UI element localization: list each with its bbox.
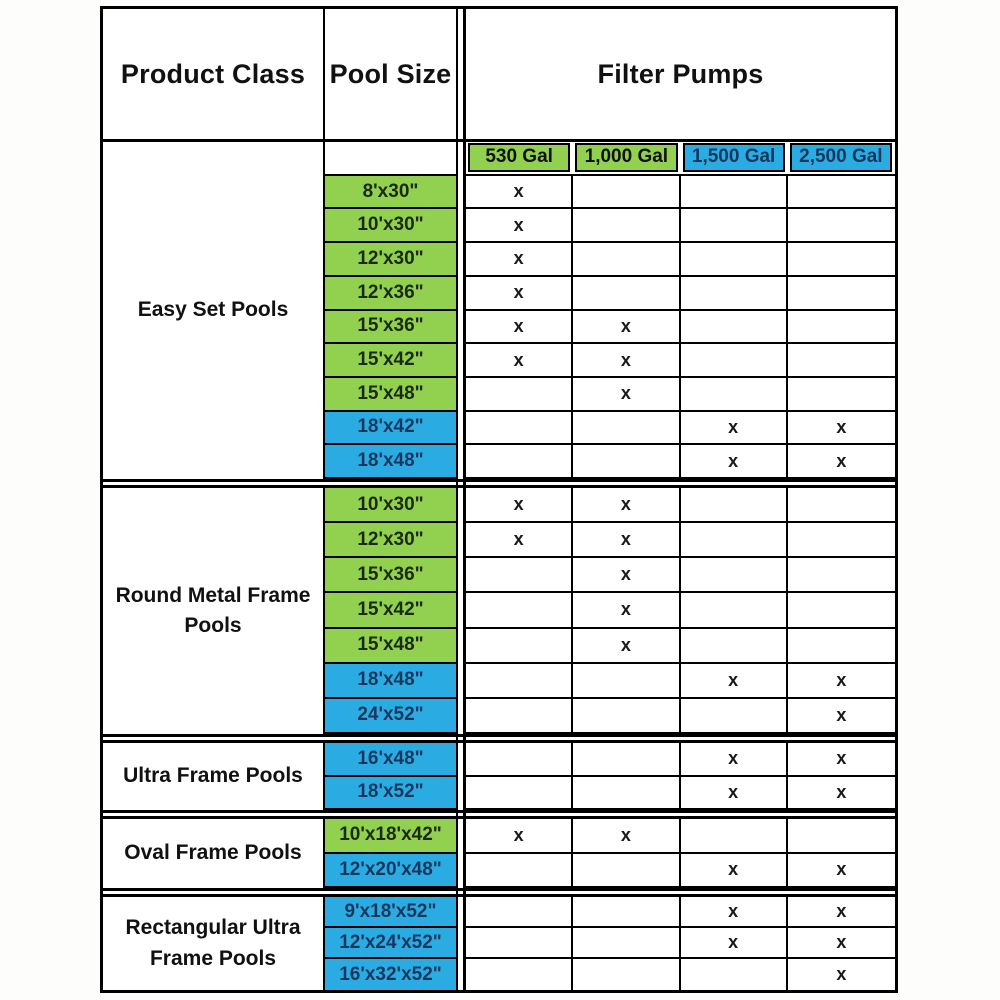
pool-size-cell: 18'x48" xyxy=(325,664,456,699)
product-section xyxy=(103,897,895,990)
pool-size-cell: 16'x48" xyxy=(325,743,456,777)
pump-compat-cell xyxy=(681,378,788,412)
pump-compat-cell xyxy=(573,209,680,243)
pump-compat-cell: x xyxy=(573,311,680,345)
header-pool-size: Pool Size xyxy=(329,58,452,89)
pump-compat-cell: x xyxy=(466,243,573,277)
pump-compat-cell xyxy=(466,743,573,777)
pump-compat-cell xyxy=(573,854,680,889)
column-divider xyxy=(456,897,466,990)
pump-compat-cell xyxy=(788,209,895,243)
pump-compat-cell xyxy=(573,445,680,479)
product-class-label: Easy Set Pools xyxy=(103,142,325,479)
pump-compat-cell xyxy=(681,699,788,734)
pump-compat-cell: x xyxy=(788,699,895,734)
pool-size-cell: 9'x18'x52" xyxy=(325,897,456,928)
pump-compat-cell: x xyxy=(466,176,573,210)
pump-compat-cell xyxy=(466,959,573,990)
column-divider xyxy=(456,743,466,810)
pump-compat-cell xyxy=(466,412,573,446)
section-divider xyxy=(103,479,895,488)
table-header-row xyxy=(103,9,895,142)
pool-size-cell: 12'x20'x48" xyxy=(325,854,456,889)
pump-compat-cell xyxy=(573,699,680,734)
pool-size-cell: 16'x32'x52" xyxy=(325,959,456,990)
pump-compat-cell xyxy=(788,311,895,345)
pool-size-cell: 10'x30" xyxy=(325,209,456,243)
pump-compat-cell: x xyxy=(573,558,680,593)
pump-compat-cell xyxy=(573,743,680,777)
section-divider xyxy=(103,810,895,819)
column-divider xyxy=(456,482,466,485)
pump-compat-cell xyxy=(466,777,573,811)
pump-compat-cell: x xyxy=(681,412,788,446)
pump-compat-cell xyxy=(788,277,895,311)
pump-compat-cell xyxy=(681,629,788,664)
pump-compat-cell xyxy=(681,176,788,210)
pump-size-header: 1,000 Gal xyxy=(575,143,677,172)
pump-compat-cell: x xyxy=(573,523,680,558)
pump-compat-cell: x xyxy=(681,777,788,811)
pump-compat-cell: x xyxy=(788,897,895,928)
pool-size-cell: 10'x18'x42" xyxy=(325,819,456,854)
pump-header-cell xyxy=(681,142,788,176)
column-divider xyxy=(456,819,466,888)
pump-compat-cell xyxy=(681,277,788,311)
pump-size-header: 1,500 Gal xyxy=(683,143,785,172)
pump-compat-cell xyxy=(681,488,788,523)
pump-compat-cell: x xyxy=(573,593,680,628)
pump-compat-cell: x xyxy=(788,664,895,699)
filter-pump-compatibility-table xyxy=(100,6,898,993)
product-class-label: Ultra Frame Pools xyxy=(103,743,325,810)
pool-size-cell: 10'x30" xyxy=(325,488,456,523)
pump-compat-cell xyxy=(681,593,788,628)
pump-compat-cell: x xyxy=(681,854,788,889)
pool-size-cell: 18'x42" xyxy=(325,412,456,446)
pump-compat-cell xyxy=(681,209,788,243)
pump-compat-cell xyxy=(573,412,680,446)
product-class-label: Rectangular Ultra Frame Pools xyxy=(103,897,325,990)
pump-compat-cell xyxy=(681,959,788,990)
pump-compat-cell xyxy=(681,311,788,345)
pump-compat-cell xyxy=(788,558,895,593)
pool-size-cell: 24'x52" xyxy=(325,699,456,734)
product-section xyxy=(103,142,895,479)
pool-size-cell: 15'x42" xyxy=(325,593,456,628)
pump-compat-cell: x xyxy=(466,277,573,311)
pump-compat-cell xyxy=(466,445,573,479)
pump-compat-cell xyxy=(681,558,788,593)
pump-compat-cell: x xyxy=(788,854,895,889)
product-section xyxy=(103,819,895,888)
pump-size-header: 530 Gal xyxy=(468,143,570,172)
pump-compat-cell: x xyxy=(681,928,788,959)
product-class-label: Oval Frame Pools xyxy=(103,819,325,888)
pump-compat-cell xyxy=(573,277,680,311)
pool-size-cell: 15'x48" xyxy=(325,629,456,664)
column-divider xyxy=(456,9,466,139)
pump-compat-cell xyxy=(788,243,895,277)
pump-compat-cell xyxy=(466,854,573,889)
pump-compat-cell: x xyxy=(788,412,895,446)
pump-compat-cell: x xyxy=(788,777,895,811)
pump-compat-cell: x xyxy=(681,445,788,479)
pump-compat-cell: x xyxy=(466,819,573,854)
pool-size-cell: 18'x48" xyxy=(325,445,456,479)
pool-size-cell: 12'x36" xyxy=(325,277,456,311)
column-divider xyxy=(456,142,466,479)
pump-compat-cell: x xyxy=(573,819,680,854)
pool-size-cell: 12'x24'x52" xyxy=(325,928,456,959)
pump-compat-cell: x xyxy=(466,209,573,243)
pump-compat-cell: x xyxy=(573,488,680,523)
pump-compat-cell xyxy=(788,176,895,210)
pump-compat-cell xyxy=(788,488,895,523)
pool-size-cell: 12'x30" xyxy=(325,523,456,558)
column-divider xyxy=(456,813,466,816)
section-divider xyxy=(103,888,895,897)
pump-compat-cell xyxy=(466,629,573,664)
pool-size-cell: 8'x30" xyxy=(325,176,456,210)
pool-size-cell: 18'x52" xyxy=(325,777,456,811)
pump-compat-cell xyxy=(466,928,573,959)
pump-compat-cell: x xyxy=(788,445,895,479)
pump-compat-cell xyxy=(573,243,680,277)
pump-compat-cell: x xyxy=(573,629,680,664)
pump-compat-cell: x xyxy=(466,523,573,558)
header-filter-pumps: Filter Pumps xyxy=(597,58,764,89)
pump-compat-cell xyxy=(788,629,895,664)
pump-compat-cell xyxy=(788,523,895,558)
product-class-label: Round Metal Frame Pools xyxy=(103,488,325,734)
pool-size-cell: 12'x30" xyxy=(325,243,456,277)
pump-compat-cell: x xyxy=(573,378,680,412)
pump-header-cell xyxy=(466,142,573,176)
pump-compat-cell: x xyxy=(788,959,895,990)
column-divider xyxy=(456,737,466,740)
pump-compat-cell xyxy=(788,344,895,378)
pump-compat-cell: x xyxy=(681,664,788,699)
pump-compat-cell xyxy=(573,959,680,990)
pump-compat-cell xyxy=(681,523,788,558)
product-section xyxy=(103,743,895,810)
pool-size-cell: 15'x36" xyxy=(325,311,456,345)
pump-compat-cell xyxy=(681,819,788,854)
pump-compat-cell: x xyxy=(466,311,573,345)
pool-size-cell: 15'x42" xyxy=(325,344,456,378)
column-divider xyxy=(456,488,466,734)
pump-compat-cell: x xyxy=(788,928,895,959)
header-product-class: Product Class xyxy=(103,9,325,139)
pump-compat-cell xyxy=(466,378,573,412)
pump-header-cell xyxy=(788,142,895,176)
pool-size-cell: 15'x48" xyxy=(325,378,456,412)
pump-compat-cell xyxy=(573,664,680,699)
pump-compat-cell xyxy=(573,928,680,959)
pump-compat-cell xyxy=(466,699,573,734)
pump-compat-cell xyxy=(466,664,573,699)
pump-compat-cell: x xyxy=(573,344,680,378)
pump-compat-cell: x xyxy=(466,488,573,523)
pump-compat-cell xyxy=(681,344,788,378)
product-section xyxy=(103,488,895,734)
column-divider xyxy=(456,891,466,894)
section-divider xyxy=(103,734,895,743)
pump-compat-cell xyxy=(573,897,680,928)
pump-compat-cell: x xyxy=(466,344,573,378)
pump-compat-cell xyxy=(573,176,680,210)
pool-size-empty-cell xyxy=(325,142,456,176)
pump-compat-cell xyxy=(573,777,680,811)
pool-size-cell: 15'x36" xyxy=(325,558,456,593)
pump-compat-cell xyxy=(466,558,573,593)
pump-header-cell xyxy=(573,142,680,176)
pump-compat-cell xyxy=(681,243,788,277)
pump-compat-cell xyxy=(788,819,895,854)
pump-compat-cell xyxy=(788,593,895,628)
pump-compat-cell: x xyxy=(788,743,895,777)
pump-compat-cell xyxy=(466,593,573,628)
pump-compat-cell: x xyxy=(681,743,788,777)
pump-compat-cell: x xyxy=(681,897,788,928)
table-body xyxy=(103,142,895,990)
pump-compat-cell xyxy=(788,378,895,412)
pump-compat-cell xyxy=(466,897,573,928)
pump-size-header: 2,500 Gal xyxy=(790,143,892,172)
